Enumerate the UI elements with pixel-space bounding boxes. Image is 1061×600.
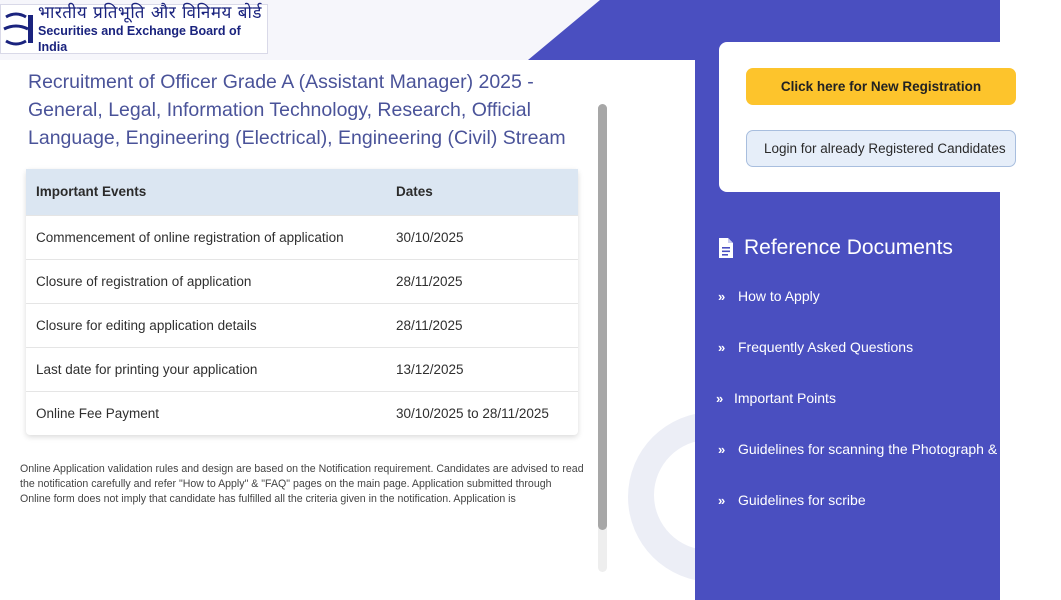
reference-link-label: Guidelines for scanning the Photograph & Signature — [738, 441, 1061, 457]
event-cell: Closure for editing application details — [26, 303, 386, 347]
reference-documents-heading — [718, 236, 953, 260]
chevron-right-icon: » — [718, 492, 726, 508]
new-registration-button[interactable]: Click here for New Registration — [746, 68, 1016, 105]
table-row — [26, 259, 578, 303]
reference-link-label: Frequently Asked Questions — [738, 339, 914, 355]
reference-link-label: How to Apply — [738, 288, 820, 304]
column-header-events: Important Events — [26, 169, 386, 215]
table-row — [26, 303, 578, 347]
application-notice: Online Application validation rules and design are based on the Notification requirement. Candidates are advised to read the notification carefully and refer "How to Apply" & "FAQ" pages on the main page. Application submitted through Online form does not imply that candidate has fulfilled all the criteria given in the notification. Application is — [20, 463, 584, 505]
event-cell: Online Fee Payment — [26, 391, 386, 435]
date-cell: 13/12/2025 — [386, 347, 578, 391]
chevron-right-icon: » — [718, 288, 726, 304]
scrollbar-thumb[interactable] — [598, 104, 607, 530]
document-icon — [718, 237, 734, 259]
registration-card — [719, 42, 1019, 192]
table-header-row — [26, 169, 578, 215]
chevron-right-icon: » — [718, 441, 726, 457]
reference-link-important-points[interactable] — [716, 390, 836, 406]
date-cell: 30/10/2025 — [386, 215, 578, 259]
event-cell: Commencement of online registration of application — [26, 215, 386, 259]
chevron-right-icon: » — [716, 390, 724, 406]
date-cell: 28/11/2025 — [386, 259, 578, 303]
sebi-emblem-icon — [1, 6, 36, 52]
reference-link-label: Guidelines for scribe — [738, 492, 866, 508]
reference-link-label: Important Points — [734, 390, 836, 406]
reference-heading-text: Reference Documents — [744, 236, 953, 259]
column-header-dates: Dates — [386, 169, 578, 215]
page-title: Recruitment of Officer Grade A (Assistant Manager) 2025 - General, Legal, Information Technology, Research, Official Language, Engineering (Electrical), Engineering (Civil) Stream — [28, 71, 566, 149]
reference-link-photo-guidelines[interactable] — [718, 441, 1061, 457]
date-cell: 28/11/2025 — [386, 303, 578, 347]
sebi-logo[interactable] — [0, 4, 268, 54]
reference-link-scribe-guidelines[interactable] — [718, 492, 866, 508]
logo-english-text: Securities and Exchange Board of India — [38, 24, 241, 54]
table-row — [26, 347, 578, 391]
login-button[interactable]: Login for already Registered Candidates — [746, 130, 1016, 167]
event-cell: Closure of registration of application — [26, 259, 386, 303]
event-cell: Last date for printing your application — [26, 347, 386, 391]
reference-link-how-to-apply[interactable] — [718, 288, 820, 304]
reference-link-faq[interactable] — [718, 339, 913, 355]
important-events-table — [26, 169, 578, 435]
logo-hindi-text: भारतीय प्रतिभूति और विनिमय बोर्ड — [38, 3, 262, 23]
chevron-right-icon: » — [718, 339, 726, 355]
table-row — [26, 391, 578, 435]
table-row — [26, 215, 578, 259]
date-cell: 30/10/2025 to 28/11/2025 — [386, 391, 578, 435]
